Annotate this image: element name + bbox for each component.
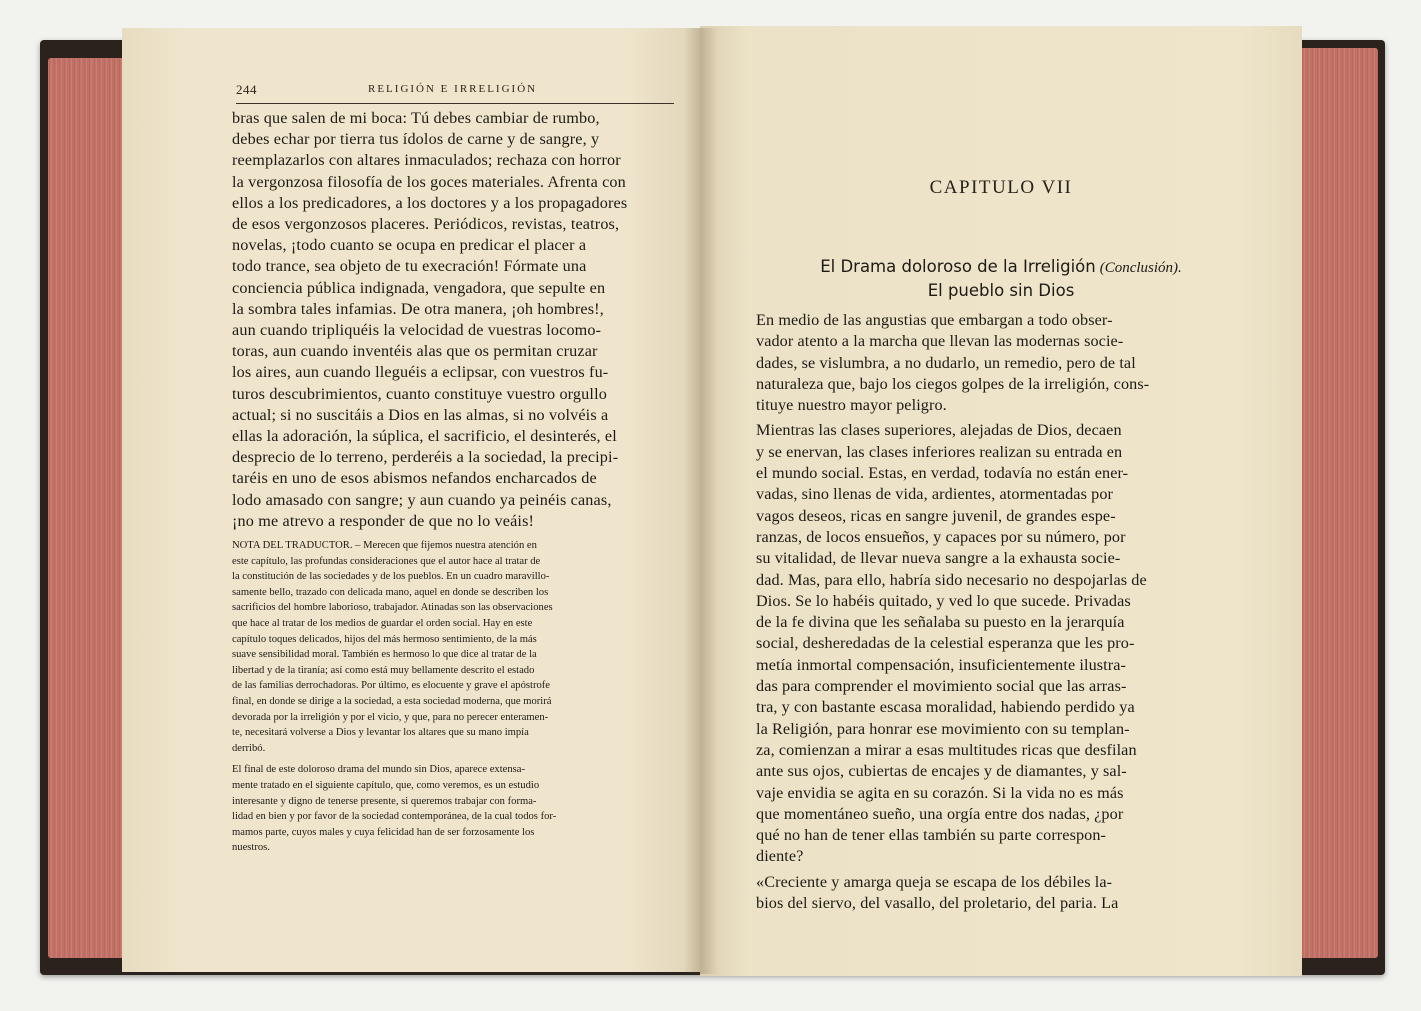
section-title-line2: El pueblo sin Dios: [927, 281, 1075, 300]
text-line: tra, y con bastante escasa moralidad, habiendo perdido ya: [756, 698, 1135, 717]
main-text: [232, 108, 674, 532]
text-line: la constitución de las sociedades y de los pueblos. En un cuadro maravillo-: [232, 571, 550, 583]
text-line: metía inmortal compensación, insuficientemente ilustra-: [756, 655, 1127, 674]
text-line: El final de este doloroso drama del mundo sin Dios, aparece extensa-: [232, 764, 525, 776]
text-line: la sombra tales infamias. De otra manera, ¡oh hombres!,: [232, 299, 604, 318]
text-line: ellas la adoración, la súplica, el sacrificio, el desinterés, el: [232, 427, 617, 446]
text-line: reemplazarlos con altares inmaculados; rechaza con horror: [232, 151, 621, 170]
translator-note: [232, 538, 678, 856]
text-line: la vergonzosa filosofía de los goces materiales. Afrenta con: [232, 172, 626, 191]
text-line: dades, se vislumbra, a no dudarlo, un remedio, pero de tal: [756, 353, 1136, 372]
body-text: [756, 310, 1198, 914]
section-title-line1: El Drama doloroso de la Irreligión: [820, 257, 1096, 276]
text-line: qué no han de tener ellas también su parte correspon-: [756, 826, 1107, 845]
text-line: este capítulo, las profundas consideraciones que el autor hace al tratar de: [232, 555, 541, 567]
text-line: En medio de las angustias que embargan a todo obser-: [756, 311, 1113, 329]
text-line: todo trance, sea objeto de tu execración! Fórmate una: [232, 257, 587, 276]
note-paragraph: [232, 538, 678, 756]
text-line: de la fe divina que les señalaba su puesto en la jerarquía: [756, 613, 1125, 632]
text-line: capítulo toques delicados, hijos del más hermoso sentimiento, de la más: [232, 633, 537, 645]
section-title-italic: (Conclusión).: [1099, 260, 1182, 276]
text-line: sacrificios del hombre laborioso, trabajador. Atinadas son las observaciones: [232, 602, 553, 614]
text-line: aun cuando tripliquéis la velocidad de vuestras locomo-: [232, 321, 602, 340]
text-line: social, desheredadas de la celestial esperanza que les pro-: [756, 634, 1135, 653]
text-line: «Creciente y amarga queja se escapa de los débiles la-: [756, 872, 1113, 891]
chapter-title: CAPITULO VII: [929, 177, 1073, 198]
text-line: ellos a los predicadores, a los doctores y a los propagadores: [232, 193, 628, 212]
text-line: vadas, sino llenas de vida, ardientes, atormentadas por: [756, 485, 1114, 504]
text-line: novelas, ¡todo cuanto se ocupa en predicar el placer a: [232, 236, 587, 255]
text-line: turos descubrimientos, cuanto constituye vuestro orgullo: [232, 384, 607, 403]
text-line: actual; si no suscitáis a Dios en las almas, si no volvéis a: [232, 405, 609, 424]
text-line: za, comienzan a mirar a esas multitudes ricas que desfilan: [756, 740, 1137, 759]
text-line: nuestros.: [232, 842, 270, 854]
paragraph: [756, 872, 1198, 915]
text-line: el mundo social. Estas, en verdad, todavía no están ener-: [756, 464, 1129, 483]
note-paragraph: [232, 762, 678, 856]
page-number: 244: [236, 82, 257, 97]
text-line: mente tratado en el siguiente capítulo, que, como veremos, es un estudio: [232, 779, 540, 791]
text-line: derribó.: [232, 742, 266, 754]
text-line: de esos vergonzosos placeres. Periódicos, revistas, teatros,: [232, 215, 620, 234]
text-line: vaje envidia se agita en su corazón. Si la vida no es más: [756, 783, 1124, 802]
text-line: das para comprender el movimiento social que las arras-: [756, 677, 1127, 696]
text-line: lidad en bien y por favor de la sociedad contemporánea, de la cual todos for-: [232, 811, 557, 823]
text-line: te, necesitará volverse a Dios y levantar los altares que su mano impía: [232, 727, 529, 739]
page-header: [236, 80, 672, 100]
text-line: conciencia pública indignada, vengadora, que sepulte en: [232, 278, 606, 297]
text-line: libertad y de la tiranía; así como está muy bellamente descrito el estado: [232, 664, 535, 676]
text-line: desprecio de lo terreno, perderéis a la sociedad, la precipi-: [232, 448, 619, 467]
text-line: bras que salen de mi boca: Tú debes cambiar de rumbo,: [232, 109, 600, 127]
text-line: ante sus ojos, cubiertas de encajes y de diamantes, y sal-: [756, 762, 1127, 781]
text-line: la Religión, para honrar ese movimiento con su templan-: [756, 719, 1130, 738]
text-line: suave sensibilidad moral. También es hermoso lo que dice al tratar de la: [232, 649, 537, 661]
text-line: mamos parte, cuyos males y cuya felicidad han de ser forzosamente los: [232, 826, 535, 838]
right-page: [700, 26, 1302, 976]
text-line: su vitalidad, de llevar nueva sangre a la exhausta socie-: [756, 549, 1121, 568]
text-line: devorada por la irreligión y por el vicio, y que, para no perecer enteramen-: [232, 711, 549, 723]
text-line: final, en donde se dirige a la sociedad, a esta sociedad moderna, que morirá: [232, 695, 552, 707]
text-line: tituye nuestro mayor peligro.: [756, 396, 947, 415]
text-line: que momentáneo sueño, una orgía entre dos nadas, ¿por: [756, 804, 1124, 823]
text-line: Dios. Se lo habéis quitado, y ved lo que sucede. Privadas: [756, 591, 1131, 610]
book-gutter: [684, 28, 718, 974]
text-line: y se enervan, las clases inferiores realizan su entrada en: [756, 442, 1123, 461]
text-line: debes echar por tierra tus ídolos de carne y de sangre, y: [232, 130, 600, 149]
text-line: los aires, aun cuando lleguéis a eclipsar, con vuestros fu-: [232, 363, 609, 382]
paragraph: [756, 420, 1198, 867]
left-page-edges: [48, 58, 130, 958]
text-line: ¡no me atrevo a responder de que no lo veáis!: [232, 511, 535, 530]
text-line: toras, aun cuando inventéis alas que os permitan cruzar: [232, 342, 598, 361]
text-line: lodo amasado con sangre; y aun cuando ya peinéis canas,: [232, 490, 612, 509]
right-page-edges: [1296, 48, 1378, 958]
text-line: que hace al tratar de los medios de guardar el orden social. Hay en este: [232, 617, 533, 629]
text-line: taréis en uno de esos abismos nefandos encharcados de: [232, 469, 597, 488]
text-line: vador atento a la marcha que llevan las modernas socie-: [756, 332, 1124, 351]
header-rule: [236, 103, 674, 104]
text-line: de las familias derrochadoras. Por último, es elocuente y grave el apóstrofe: [232, 680, 550, 692]
text-line: dad. Mas, para ello, habría sido necesario no despojarlas de: [756, 570, 1147, 589]
running-head: RELIGIÓN E IRRELIGIÓN: [368, 83, 538, 95]
text-line: bios del siervo, del vasallo, del proletario, del paria. La: [756, 894, 1119, 913]
text-line: NOTA DEL TRADUCTOR. – Merecen que fijemos nuestra atención en: [232, 540, 537, 551]
paragraph: [756, 310, 1198, 416]
text-line: naturaleza que, bajo los ciegos golpes de la irreligión, cons-: [756, 374, 1150, 393]
text-line: interesante y digno de tenerse presente, si queremos trabajar con forma-: [232, 795, 537, 807]
text-line: ranzas, de locos ensueños, y capaces por su número, por: [756, 527, 1126, 546]
text-line: samente bello, trazado con delicada mano, aquel en donde se describen los: [232, 586, 549, 598]
text-line: Mientras las clases superiores, alejadas de Dios, decaen: [756, 421, 1122, 440]
left-page: [122, 28, 712, 972]
section-title: [700, 257, 1302, 300]
text-line: diente?: [756, 847, 804, 866]
text-line: vagos deseos, ricas en sangre juvenil, de grandes espe-: [756, 506, 1116, 525]
